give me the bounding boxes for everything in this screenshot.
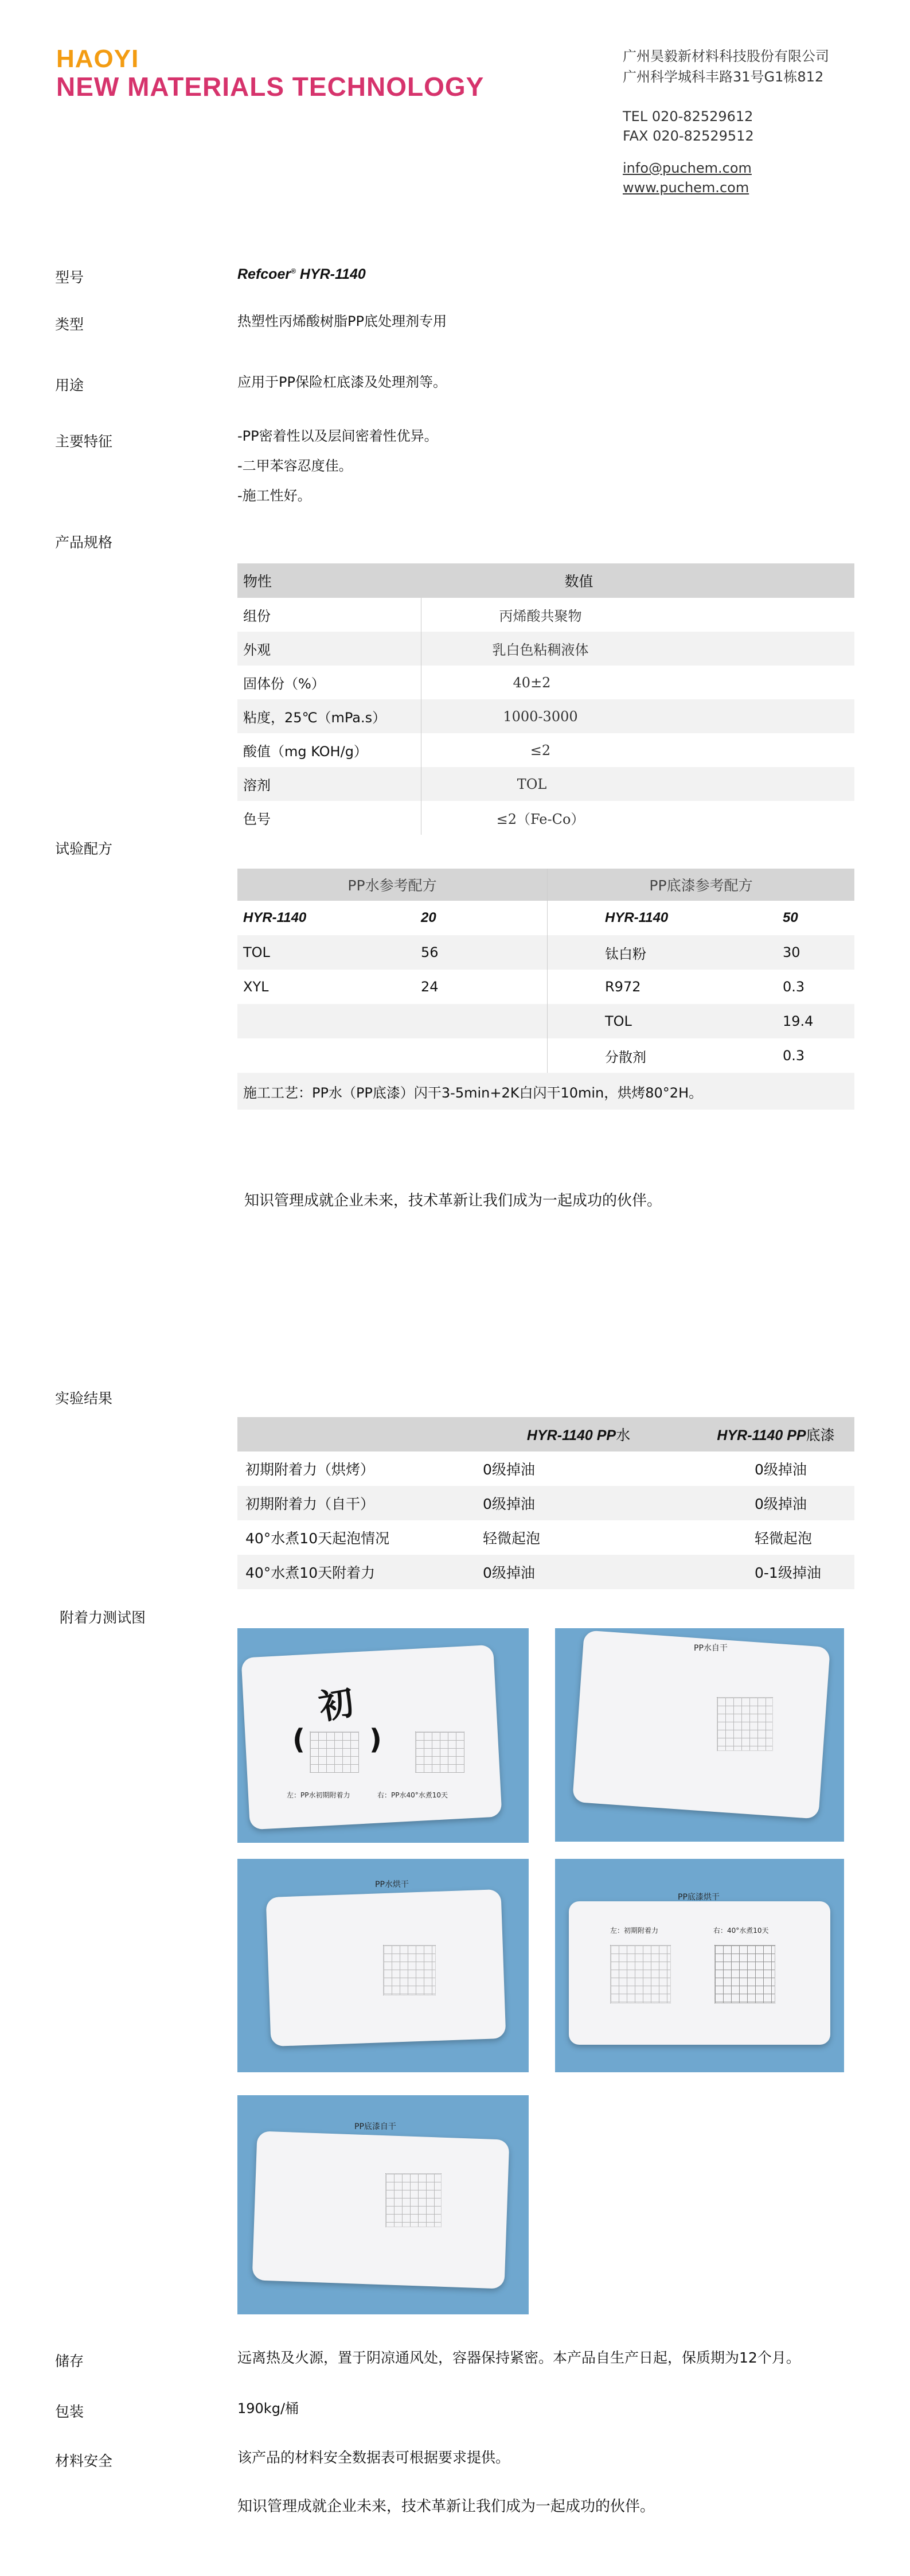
result-table — [237, 1417, 854, 1589]
table-header — [237, 1417, 854, 1452]
type-value: 热塑性丙烯酸树脂PP底处理剂专用 — [237, 313, 447, 329]
header-cell: PP水参考配方 — [237, 869, 548, 901]
trial-table — [237, 869, 854, 1110]
table-cell: 0级掉油 — [460, 1555, 697, 1589]
table-cell: 轻微起泡 — [755, 1530, 813, 1547]
photo-title: PP水自干 — [694, 1644, 728, 1653]
usage-value: 应用于PP保险杠底漆及处理剂等。 — [237, 374, 447, 390]
spec-table — [237, 563, 854, 835]
model-reg: ® — [291, 267, 296, 275]
email-link[interactable]: info@puchem.com — [623, 160, 752, 176]
model-value — [237, 266, 366, 283]
table-cell — [237, 1038, 415, 1073]
photo-caption: 右：PP水40°水煮10天 — [377, 1791, 448, 1799]
table-cell: R972 — [605, 979, 641, 995]
photo-3 — [237, 1859, 529, 2072]
header-suffix: 水 — [616, 1427, 631, 1443]
table-cell: 0级掉油 — [755, 1461, 807, 1478]
table-cell: XYL — [243, 979, 269, 995]
crosshatch-grid — [385, 2173, 442, 2227]
header-cell — [697, 1417, 854, 1452]
crosshatch-grid — [717, 1697, 773, 1751]
company-info — [623, 46, 829, 87]
table-cell: 40°水煮10天附着力 — [237, 1555, 460, 1589]
table-header — [237, 563, 854, 598]
header-cell: 数值 — [421, 563, 855, 598]
package-value: 190kg/桶 — [237, 2400, 299, 2417]
table-cell: 40±2 — [513, 674, 551, 691]
adhesion-label: 附着力测试图 — [60, 1609, 146, 1626]
photo-4 — [555, 1859, 844, 2072]
tel: TEL 020-82529612 — [623, 108, 753, 124]
table-cell: 40°水煮10天起泡情况 — [245, 1530, 390, 1547]
table-cell: 酸值（mg KOH/g） — [237, 733, 421, 767]
table-cell: 0级掉油 — [460, 1486, 697, 1520]
photo-title: PP底漆自干 — [354, 2122, 396, 2131]
handwritten-mark: 初 — [316, 1682, 357, 1728]
photo-caption: 右：40°水煮10天 — [713, 1927, 769, 1935]
crosshatch-grid — [383, 1945, 436, 1995]
slogan: 知识管理成就企业未来，技术革新让我们成为一起成功的伙伴。 — [244, 1192, 662, 1209]
table-row — [237, 801, 854, 835]
table-row — [237, 632, 854, 666]
table-cell: 0级掉油 — [483, 1461, 535, 1478]
table-cell: 色号 — [237, 801, 421, 835]
table-row — [237, 1520, 854, 1555]
header-model: HYR-1140 PP — [717, 1427, 806, 1443]
table-row — [237, 970, 854, 1004]
table-cell: 初期附着力（烘烤） — [245, 1461, 375, 1478]
links — [623, 158, 752, 197]
photo-caption: 左：初期附着力 — [610, 1927, 659, 1935]
table-cell: TOL — [548, 1004, 778, 1038]
table-row — [237, 666, 854, 699]
table-cell: 粘度，25℃（mPa.s） — [237, 699, 421, 733]
table-cell: 0-1级掉油 — [697, 1555, 854, 1589]
spec-label: 产品规格 — [55, 534, 113, 551]
table-row — [237, 1555, 854, 1589]
table-cell — [415, 1004, 548, 1038]
crosshatch-grid — [714, 1945, 775, 2003]
table-cell: TOL — [237, 935, 415, 970]
table-cell: 0.3 — [783, 1048, 805, 1064]
table-cell: 19.4 — [777, 1004, 854, 1038]
table-cell: 钛白粉 — [548, 935, 778, 970]
header-suffix: 底漆 — [806, 1427, 835, 1443]
table-row — [237, 1486, 854, 1520]
photo-5 — [237, 2095, 529, 2314]
photo-2 — [555, 1628, 844, 1842]
table-row — [237, 1038, 854, 1073]
test-plate — [572, 1630, 830, 1819]
photo-caption: 左：PP水初期附着力 — [287, 1791, 350, 1799]
table-cell: 1000-3000 — [421, 699, 855, 733]
table-cell: TOL — [421, 767, 855, 801]
table-row — [237, 733, 854, 767]
storage-label: 储存 — [55, 2353, 84, 2369]
table-cell: 24 — [415, 970, 548, 1004]
table-row — [237, 1073, 854, 1110]
company-address: 广州科学城科丰路31号G1栋812 — [623, 69, 824, 85]
table-cell: 分散剂 — [605, 1049, 646, 1065]
table-row — [237, 935, 854, 970]
fax: FAX 020-82529512 — [623, 128, 754, 144]
table-row — [237, 598, 854, 632]
table-cell — [237, 1004, 415, 1038]
table-cell: 初期附着力（自干） — [237, 1486, 460, 1520]
crosshatch-grid — [415, 1731, 464, 1773]
crosshatch-grid — [310, 1731, 359, 1773]
features-list — [237, 421, 438, 511]
table-cell: 固体份（%） — [237, 666, 421, 699]
table-cell: 20 — [415, 901, 548, 935]
table-cell: ≤2（Fe-Co） — [496, 811, 585, 827]
table-row — [237, 767, 854, 801]
left-paren: ( — [292, 1723, 305, 1756]
header-cell: PP底漆参考配方 — [548, 869, 855, 901]
test-plate — [252, 2131, 510, 2289]
contact-info — [623, 107, 754, 146]
table-cell: 50 — [783, 910, 798, 925]
feature-item: -二甲苯容忍度佳。 — [237, 458, 353, 474]
company-name: 广州昊毅新材料科技股份有限公司 — [623, 48, 829, 64]
header-cell: 物性 — [237, 563, 421, 598]
usage-label: 用途 — [55, 377, 84, 394]
website-link[interactable]: www.puchem.com — [623, 180, 749, 196]
table-cell: 组份 — [237, 598, 421, 632]
feature-item: -施工性好。 — [237, 488, 311, 504]
table-row — [237, 699, 854, 733]
header-model: HYR-1140 PP — [526, 1427, 616, 1443]
safety-label: 材料安全 — [55, 2453, 113, 2469]
brand-line-1: HAOYI — [56, 45, 139, 73]
table-cell: 56 — [415, 935, 548, 970]
model-code: HYR-1140 — [299, 266, 366, 282]
photo-title: PP底漆烘干 — [678, 1893, 720, 1902]
table-row — [237, 901, 854, 935]
table-cell: 30 — [777, 935, 854, 970]
right-paren: ) — [369, 1723, 382, 1756]
header-cell — [237, 1417, 460, 1452]
table-cell: ≤2 — [530, 742, 551, 758]
features-label: 主要特征 — [55, 433, 113, 450]
header-cell — [460, 1417, 697, 1452]
safety-value: 该产品的材料安全数据表可根据要求提供。 — [237, 2449, 510, 2466]
slogan-footer: 知识管理成就企业未来，技术革新让我们成为一起成功的伙伴。 — [237, 2498, 655, 2515]
feature-item: -PP密着性以及层间密着性优异。 — [237, 428, 438, 444]
table-cell: 溶剂 — [237, 767, 421, 801]
table-row — [237, 1452, 854, 1486]
package-label: 包装 — [55, 2403, 84, 2420]
table-cell: 乳白色粘稠液体 — [421, 632, 855, 666]
table-cell: 0级掉油 — [697, 1486, 854, 1520]
model-brand: Refcoer — [237, 266, 291, 282]
storage-value: 远离热及火源，置于阴凉通风处，容器保持紧密。本产品自生产日起，保质期为12个月。 — [237, 2349, 800, 2366]
table-cell: 外观 — [237, 632, 421, 666]
table-cell: 丙烯酸共聚物 — [499, 608, 582, 624]
photo-title: PP水烘干 — [375, 1880, 409, 1889]
trial-label: 试验配方 — [55, 840, 113, 857]
photo-1 — [237, 1628, 529, 1843]
result-label: 实验结果 — [55, 1390, 113, 1407]
table-cell — [415, 1038, 548, 1073]
table-cell: HYR-1140 — [243, 910, 307, 925]
table-row — [237, 1004, 854, 1038]
type-label: 类型 — [55, 316, 84, 333]
test-plate — [569, 1901, 830, 2045]
table-header — [237, 869, 854, 901]
process-note: 施工工艺：PP水（PP底漆）闪干3-5min+2K白闪干10min，烘烤80°2H。 — [237, 1073, 854, 1110]
crosshatch-grid — [610, 1945, 671, 2003]
table-cell: 轻微起泡 — [483, 1530, 541, 1547]
table-cell: 0.3 — [783, 979, 805, 995]
brand-line-2: NEW MATERIALS TECHNOLOGY — [56, 72, 485, 102]
table-cell: HYR-1140 — [605, 910, 669, 925]
model-label: 型号 — [55, 269, 84, 286]
